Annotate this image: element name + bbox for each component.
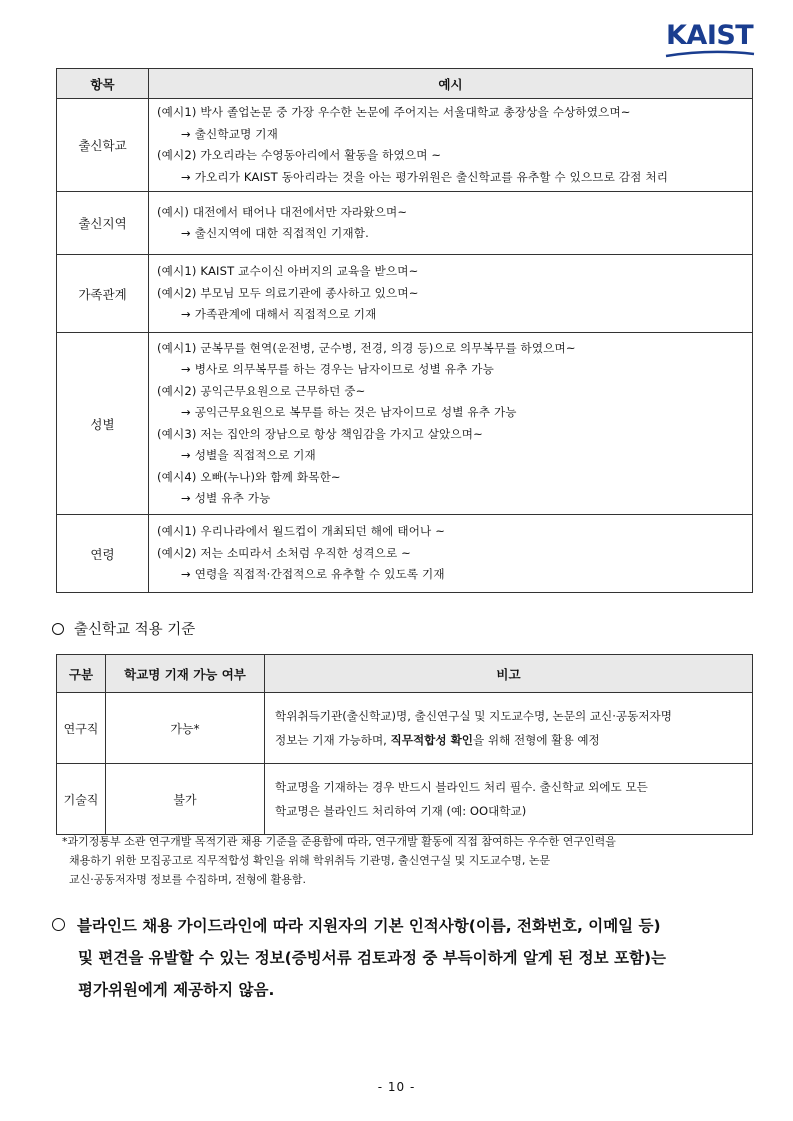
page-number: - 10 - (377, 1080, 416, 1094)
row-category: 출신지역 (57, 192, 149, 255)
table-header-row (57, 69, 753, 99)
note-line: 학교명을 기재하는 경우 반드시 블라인드 처리 필수. 출신학교 외에도 모든 (275, 780, 648, 794)
example-line: (예시1) 군복무를 현역(운전병, 군수병, 전경, 의경 등)으로 의무복무를 하였으며~ (157, 340, 576, 355)
row-note (265, 693, 753, 764)
school-criteria-table (56, 654, 753, 835)
example-line: (예시2) 가오리라는 수영동아리에서 활동을 하였으며 ~ (157, 148, 442, 162)
logo-text: KAIST (666, 20, 754, 51)
notice-line: 평가위원에게 제공하지 않음. (78, 981, 275, 999)
example-line: (예시2) 공익근무요원으로 근무하던 중~ (157, 383, 366, 398)
example-line: (예시2) 저는 소띠라서 소처럼 우직한 성격으로 ~ (157, 545, 412, 560)
table-row (57, 515, 753, 593)
example-line: (예시1) KAIST 교수이신 아버지의 교육을 받으며~ (157, 264, 419, 279)
row-examples (149, 192, 753, 255)
example-line: → 공익근무요원으로 복무를 하는 것은 남자이므로 성별 유추 가능 (181, 405, 517, 419)
example-line: (예시) 대전에서 태어나 대전에서만 자라왔으며~ (157, 204, 408, 219)
row-examples (149, 515, 753, 593)
note-text: 을 위해 전형에 활용 예정 (472, 733, 600, 747)
header-allowed: 학교명 기재 가능 여부 (106, 655, 265, 693)
example-line: → 출신학교명 기재 (181, 126, 278, 141)
section-title: 출신학교 적용 기준 (74, 622, 196, 638)
kaist-logo (664, 22, 758, 60)
row-category: 성별 (57, 333, 149, 515)
logo-swoosh-icon (664, 50, 756, 58)
example-line: (예시1) 우리나라에서 월드컵이 개최되던 해에 태어나 ~ (157, 524, 446, 539)
table-row (57, 255, 753, 333)
footnote (62, 832, 762, 889)
footnote-line: 채용하기 위한 모집공고로 직무적합성 확인을 위해 학위취득 기관명, 출신연구실 및 지도교수명, 논문 (69, 854, 551, 867)
example-line: → 성별을 직접적으로 기재 (181, 448, 316, 462)
table-row (57, 192, 753, 255)
header-example: 예시 (149, 69, 753, 99)
example-line: → 가오리가 KAIST 동아리라는 것을 아는 평가위원은 출신학교를 유추할 수 있으므로 감점 처리 (181, 169, 669, 184)
row-allowed: 불가 (106, 764, 265, 835)
note-line (275, 728, 744, 752)
examples-table (56, 68, 753, 593)
note-line: 학교명은 블라인드 처리하여 기재 (예: OO대학교) (275, 804, 527, 818)
note-emphasis: 직무적합성 확인 (390, 733, 473, 747)
table-header-row (57, 655, 753, 693)
row-category: 출신학교 (57, 99, 149, 192)
example-line: → 연령을 직접적·간접적으로 유추할 수 있도록 기재 (181, 567, 445, 582)
notice-line: 및 편견을 유발할 수 있는 정보(증빙서류 검토과정 중 부득이하게 알게 된 정보 포함)는 (78, 949, 667, 967)
blind-notice (52, 910, 762, 1006)
row-allowed: 가능* (106, 693, 265, 764)
row-examples (149, 255, 753, 333)
example-line: (예시2) 부모님 모두 의료기관에 종사하고 있으며~ (157, 285, 419, 300)
example-line: → 출신지역에 대한 직접적인 기재함. (181, 226, 369, 240)
header-note: 비고 (265, 655, 753, 693)
note-text: 정보는 기재 가능하며, (275, 733, 391, 747)
example-line: → 가족관계에 대해서 직접적으로 기재 (181, 307, 377, 322)
table-row (57, 333, 753, 515)
table-row (57, 693, 753, 764)
row-category: 가족관계 (57, 255, 149, 333)
circle-bullet-icon (52, 623, 64, 635)
notice-line: 블라인드 채용 가이드라인에 따라 지원자의 기본 인적사항(이름, 전화번호, 이메일 등) (77, 917, 661, 935)
header-type: 구분 (57, 655, 106, 693)
header-category: 항목 (57, 69, 149, 99)
row-note (265, 764, 753, 835)
table-row (57, 99, 753, 192)
example-line: (예시1) 박사 졸업논문 중 가장 우수한 논문에 주어지는 서울대학교 총장상을 수상하였으며~ (157, 105, 631, 119)
example-line: → 병사로 의무복무를 하는 경우는 남자이므로 성별 유추 가능 (181, 362, 494, 376)
row-category: 연령 (57, 515, 149, 593)
circle-bullet-icon (52, 918, 65, 931)
row-type: 기술직 (57, 764, 106, 835)
section-heading (52, 618, 195, 639)
table-row (57, 764, 753, 835)
footnote-line: 교신·공동저자명 정보를 수집하며, 전형에 활용함. (69, 873, 306, 886)
row-examples (149, 99, 753, 192)
example-line: (예시4) 오빠(누나)와 함께 화목한~ (157, 469, 341, 484)
row-examples (149, 333, 753, 515)
example-line: → 성별 유추 가능 (181, 491, 271, 505)
example-line: (예시3) 저는 집안의 장남으로 항상 책임감을 가지고 살았으며~ (157, 426, 483, 441)
row-type: 연구직 (57, 693, 106, 764)
note-line: 학위취득기관(출신학교)명, 출신연구실 및 지도교수명, 논문의 교신·공동저자명 (275, 709, 672, 723)
footnote-line: *과기정통부 소관 연구개발 목적기관 채용 기준을 준용함에 따라, 연구개발 활동에 직접 참여하는 우수한 연구인력을 (62, 835, 616, 848)
